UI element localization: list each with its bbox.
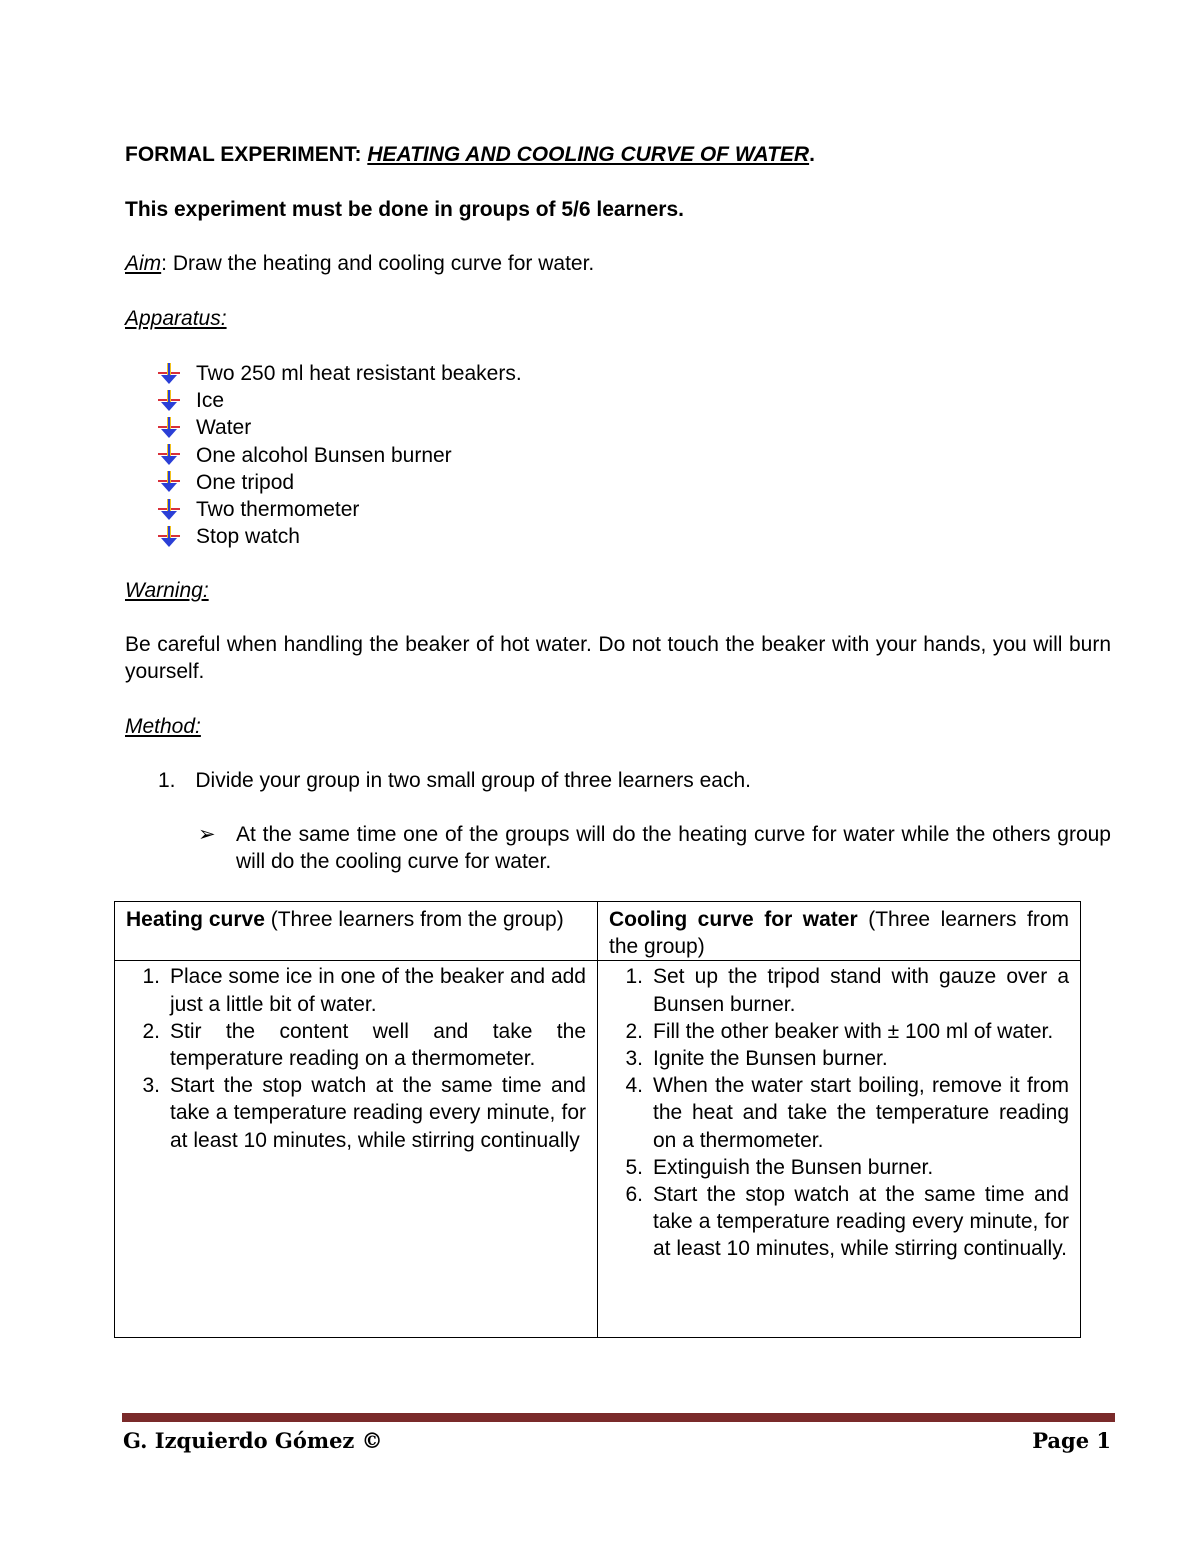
arrow-down-bullet-icon [158,363,180,385]
arrow-down-bullet-icon [158,417,180,439]
experiment-subject: HEATING AND COOLING CURVE OF WATER [367,143,810,166]
apparatus-item-label: One tripod [196,470,295,494]
step-number: 4. [625,1074,643,1098]
chevron-right-icon: ➢ [198,823,216,846]
arrow-down-bullet-icon [158,499,180,521]
aim-label: Aim [125,252,162,275]
step-text: Place some ice in one of the beaker and add just a little bit of water. [170,965,586,1016]
step-number: 3. [142,1074,160,1098]
step-text: When the water start boiling, remove it from the heat and take the temperature reading on a thermometer. [653,1074,1069,1152]
heating-steps-cell [115,961,598,1338]
step-text: Start the stop watch at the same time and take a temperature reading every minute, for at least 10 minutes, while stirring continually. [653,1183,1069,1261]
apparatus-item [158,387,522,414]
step-text: Ignite the Bunsen burner. [653,1047,888,1071]
apparatus-list [158,360,522,550]
heating-steps-list [126,963,586,1153]
apparatus-item-label: Water [196,416,252,440]
apparatus-item [158,496,522,523]
cooling-subtitle: (Three learners from the group) [609,908,1069,959]
procedure-table [114,901,1081,1338]
cooling-step [609,1072,1069,1154]
apparatus-item-label: One alcohol Bunsen burner [196,443,452,467]
group-note: This experiment must be done in groups of 5/6 learners. [125,198,684,221]
cooling-header-cell [598,902,1081,961]
step-number: 2. [625,1019,643,1043]
method-step-1: 1. Divide your group in two small group of three learners each. [158,769,751,792]
arrow-down-bullet-icon [158,471,180,493]
heating-header-cell [115,902,598,961]
method-heading: Method: [125,715,201,738]
aim-line [125,250,594,277]
step-number: 6. [625,1183,643,1207]
cooling-step [609,1018,1069,1045]
apparatus-item [158,442,522,469]
step-text: Extinguish the Bunsen burner. [653,1155,934,1179]
cooling-step [609,1154,1069,1181]
step-number: 1. [142,965,160,989]
warning-text: Be careful when handling the beaker of hot water. Do not touch the beaker with your hands, you will burn yourself. [125,633,1111,683]
apparatus-item [158,360,522,387]
footer-rule [122,1413,1115,1422]
table-body-row [115,961,1081,1338]
step-number: 3. [625,1047,643,1071]
arrow-down-bullet-icon [158,390,180,412]
footer-author: G. Izquierdo Gómez © [123,1428,383,1453]
cooling-steps-cell [598,961,1081,1338]
apparatus-item [158,414,522,441]
step-number: 5. [625,1155,643,1179]
cooling-step [609,1045,1069,1072]
heating-title: Heating curve [126,908,265,931]
method-sub-bullet: ➢ At the same time one of the groups will do the heating curve for water while the others group will do the cooling curve for water. [198,823,1111,873]
apparatus-item [158,523,522,550]
apparatus-item [158,469,522,496]
arrow-down-bullet-icon [158,444,180,466]
step-number: 1. [625,965,643,989]
apparatus-item-label: Two 250 ml heat resistant beakers. [196,362,522,385]
heating-subtitle: (Three learners from the group) [270,908,564,931]
arrow-down-bullet-icon [158,526,180,548]
page-title: FORMAL EXPERIMENT: HEATING AND COOLING CURVE OF WATER. [125,143,815,166]
warning-heading: Warning: [125,579,209,602]
step-text: Start the stop watch at the same time and take a temperature reading every minute, for at least 10 minutes, while stirring continually [170,1074,586,1152]
heating-step [126,1072,586,1154]
cooling-title: Cooling curve for water [609,908,858,931]
step-text: Fill the other beaker with ± 100 ml of water. [653,1019,1054,1043]
footer-page-number: Page 1 [1032,1428,1111,1453]
step-text: Stir the content well and take the temperature reading on a thermometer. [170,1019,586,1071]
heating-step [126,963,586,1017]
heating-step [126,1018,586,1072]
step-number: 2. [142,1019,160,1043]
apparatus-item-label: Stop watch [196,525,300,549]
cooling-step [609,1181,1069,1263]
step-text: Set up the tripod stand with gauze over a Bunsen burner. [653,965,1069,1016]
table-header-row [115,902,1081,961]
apparatus-item-label: Two thermometer [196,497,360,521]
cooling-step [609,963,1069,1017]
cooling-steps-list [609,963,1069,1262]
apparatus-heading: Apparatus: [125,307,227,330]
apparatus-item-label: Ice [196,389,225,413]
aim-text: : Draw the heating and cooling curve for water. [161,252,595,275]
